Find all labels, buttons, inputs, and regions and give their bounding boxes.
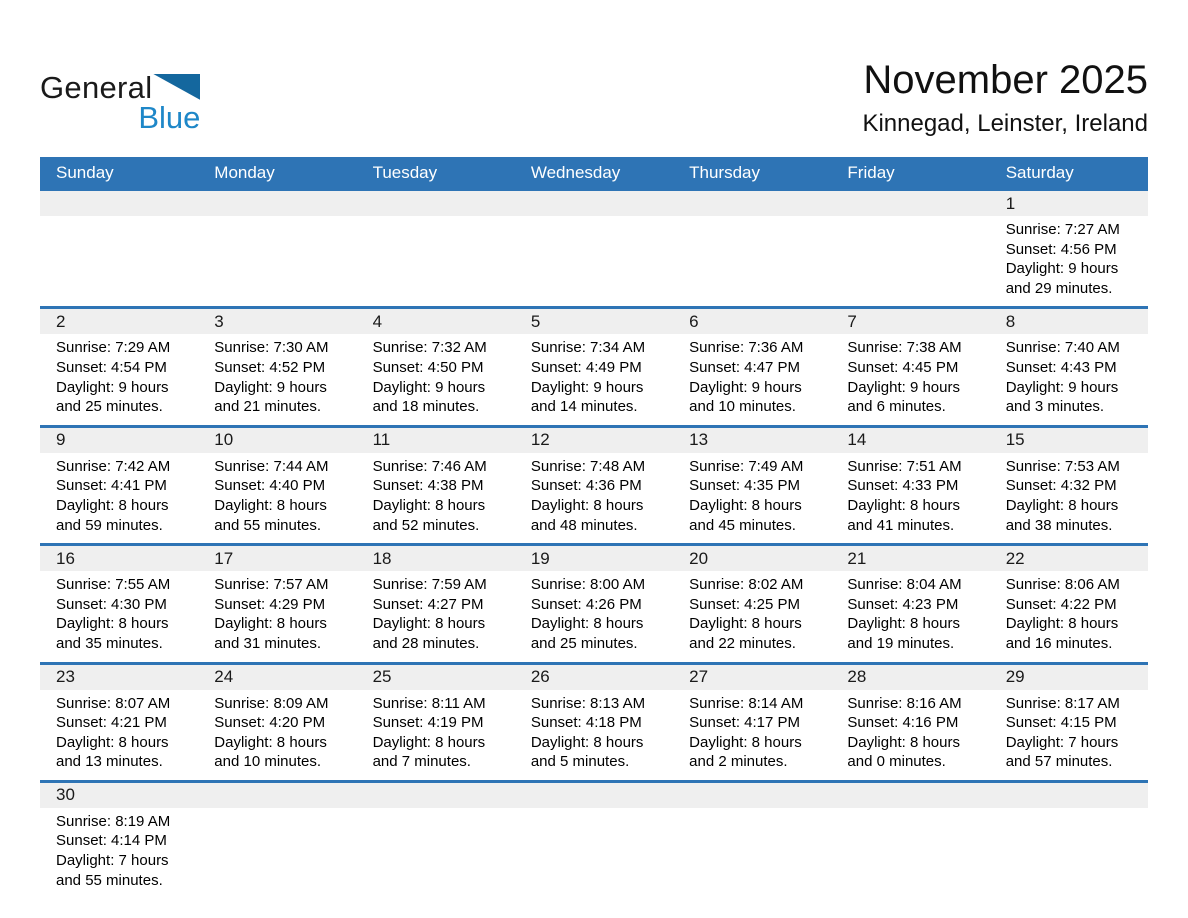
day-number-band [40, 546, 198, 571]
day-number-band [673, 191, 831, 216]
logo-text-general: General [40, 70, 153, 105]
day-cell-body [990, 571, 1148, 661]
day-number-band [831, 783, 989, 808]
day-cell-body [357, 690, 515, 780]
sunset-text: Sunset: 4:30 PM [56, 595, 167, 613]
daylight-text: Daylight: 9 hours and 21 minutes. [214, 378, 327, 416]
day-cell-body [673, 571, 831, 661]
day-number: 20 [689, 548, 709, 568]
day-cell-body [515, 453, 673, 543]
day-cell-body [673, 808, 831, 820]
day-number-band [40, 309, 198, 334]
sunset-text: Sunset: 4:14 PM [56, 832, 167, 850]
sunrise-text: Sunrise: 7:36 AM [689, 339, 804, 357]
page-header [40, 0, 1148, 157]
day-cell-body [673, 334, 831, 424]
sunset-text: Sunset: 4:26 PM [530, 595, 642, 613]
day-number: 8 [1005, 311, 1016, 331]
day-cell [831, 191, 989, 306]
day-number-band [40, 191, 198, 216]
day-cell-body [990, 808, 1148, 820]
day-cell [40, 309, 198, 424]
day-cell [40, 428, 198, 543]
day-cell-body [990, 453, 1148, 543]
day-cell-body [515, 690, 673, 780]
daylight-text: Daylight: 9 hours and 14 minutes. [530, 378, 644, 416]
day-cell [990, 546, 1148, 661]
sunset-text: Sunset: 4:23 PM [847, 595, 959, 613]
daylight-text: Daylight: 8 hours and 52 minutes. [372, 496, 486, 534]
day-cell [515, 428, 673, 543]
week-row [40, 543, 1148, 661]
day-cell [40, 191, 198, 306]
sunrise-text: Sunrise: 8:19 AM [56, 812, 171, 830]
weekday-header-saturday: Saturday [1005, 162, 1074, 182]
sunset-text: Sunset: 4:29 PM [214, 595, 326, 613]
day-number-band [515, 191, 673, 216]
daylight-text: Daylight: 8 hours and 45 minutes. [689, 496, 802, 534]
daylight-text: Daylight: 8 hours and 41 minutes. [847, 496, 960, 534]
day-cell-body [198, 571, 356, 661]
day-number-band [831, 309, 989, 334]
day-cell-body [40, 216, 198, 228]
day-number: 11 [372, 430, 391, 450]
sunset-text: Sunset: 4:16 PM [847, 714, 959, 732]
day-number: 2 [56, 311, 66, 331]
day-number-band [990, 428, 1148, 453]
day-cell-body [831, 690, 989, 780]
day-cell [198, 783, 356, 898]
day-cell-body [831, 216, 989, 228]
day-number-band [515, 309, 673, 334]
day-cell [357, 191, 515, 306]
sunset-text: Sunset: 4:49 PM [530, 358, 642, 376]
day-number-band [831, 428, 989, 453]
day-number: 10 [214, 430, 234, 450]
day-cell [990, 783, 1148, 898]
daylight-text: Daylight: 9 hours and 18 minutes. [372, 378, 486, 416]
sunrise-text: Sunrise: 7:53 AM [1005, 457, 1120, 475]
daylight-text: Daylight: 8 hours and 22 minutes. [689, 615, 802, 652]
day-number-band [990, 783, 1148, 808]
sunrise-text: Sunrise: 7:40 AM [1005, 339, 1120, 357]
day-cell-body [198, 216, 356, 228]
daylight-text: Daylight: 8 hours and 0 minutes. [847, 733, 960, 771]
day-cell [831, 665, 989, 780]
day-cell [990, 191, 1148, 306]
day-number-band [40, 783, 198, 808]
day-number-band [40, 428, 198, 453]
day-cell [515, 665, 673, 780]
day-cell [831, 783, 989, 898]
daylight-text: Daylight: 8 hours and 38 minutes. [1005, 496, 1119, 534]
sunset-text: Sunset: 4:35 PM [689, 477, 801, 495]
day-number-band [198, 309, 356, 334]
day-cell-body [357, 216, 515, 228]
weeks-container [40, 188, 1148, 898]
daylight-text: Daylight: 9 hours and 10 minutes. [689, 378, 802, 416]
sunrise-text: Sunrise: 7:57 AM [214, 576, 329, 594]
page-title: November 2025 [863, 58, 1148, 102]
day-cell-body [40, 571, 198, 661]
sunset-text: Sunset: 4:54 PM [56, 358, 167, 376]
day-number: 21 [847, 548, 867, 568]
day-number: 24 [214, 667, 234, 686]
daylight-text: Daylight: 8 hours and 10 minutes. [214, 733, 327, 771]
sunrise-text: Sunrise: 7:44 AM [214, 457, 329, 475]
daylight-text: Daylight: 8 hours and 7 minutes. [372, 733, 486, 771]
day-cell-body [198, 808, 356, 820]
day-cell [357, 665, 515, 780]
daylight-text: Daylight: 7 hours and 55 minutes. [56, 852, 169, 889]
day-number-band [357, 783, 515, 808]
day-cell [198, 665, 356, 780]
day-cell-body [831, 453, 989, 543]
day-cell-body [357, 453, 515, 543]
daylight-text: Daylight: 8 hours and 13 minutes. [56, 733, 169, 771]
day-number-band [198, 546, 356, 571]
sunrise-text: Sunrise: 7:48 AM [530, 457, 646, 475]
sunset-text: Sunset: 4:15 PM [1005, 714, 1117, 732]
logo-text-blue: Blue [138, 100, 201, 135]
day-cell-body [198, 334, 356, 424]
day-number-band [198, 428, 356, 453]
sunset-text: Sunset: 4:43 PM [1005, 358, 1117, 376]
sunset-text: Sunset: 4:19 PM [372, 714, 484, 732]
day-number-band [673, 428, 831, 453]
logo-top-row [40, 72, 200, 103]
week-row [40, 662, 1148, 780]
sunset-text: Sunset: 4:17 PM [689, 714, 801, 732]
day-cell [831, 428, 989, 543]
sunrise-text: Sunrise: 8:11 AM [372, 694, 486, 712]
day-number: 7 [847, 311, 857, 331]
sunrise-text: Sunrise: 8:07 AM [56, 694, 171, 712]
day-cell [198, 546, 356, 661]
daylight-text: Daylight: 8 hours and 25 minutes. [530, 615, 644, 652]
day-cell [198, 309, 356, 424]
day-number: 4 [372, 311, 383, 331]
day-number: 15 [1005, 430, 1025, 450]
day-cell [990, 309, 1148, 424]
day-cell [990, 428, 1148, 543]
weekday-header-friday: Friday [847, 162, 895, 182]
day-number: 5 [530, 311, 541, 331]
day-number-band [673, 309, 831, 334]
sunrise-text: Sunrise: 7:59 AM [372, 576, 487, 594]
sunset-text: Sunset: 4:36 PM [530, 477, 642, 495]
sunrise-text: Sunrise: 8:16 AM [847, 694, 962, 712]
day-cell-body [673, 690, 831, 780]
day-cell [357, 783, 515, 898]
sunrise-text: Sunrise: 8:14 AM [689, 694, 804, 712]
day-number: 6 [689, 311, 699, 331]
title-block [862, 58, 1148, 138]
day-number-band [673, 665, 831, 690]
day-number-band [831, 191, 989, 216]
day-cell-body [357, 571, 515, 661]
day-number-band [673, 783, 831, 808]
sunrise-text: Sunrise: 7:42 AM [56, 457, 171, 475]
sunset-text: Sunset: 4:47 PM [689, 358, 801, 376]
day-cell-body [831, 808, 989, 820]
day-number: 3 [214, 311, 224, 331]
day-cell-body [198, 453, 356, 543]
daylight-text: Daylight: 8 hours and 55 minutes. [214, 496, 327, 534]
weekday-header-monday: Monday [214, 162, 275, 182]
day-cell-body [990, 216, 1148, 306]
sunrise-text: Sunrise: 7:46 AM [372, 457, 487, 475]
day-cell-body [357, 334, 515, 424]
day-number: 13 [689, 430, 709, 450]
sunrise-text: Sunrise: 8:02 AM [689, 576, 804, 594]
day-number-band [515, 665, 673, 690]
day-number-band [357, 191, 515, 216]
day-number: 26 [530, 667, 550, 686]
daylight-text: Daylight: 9 hours and 6 minutes. [847, 378, 960, 416]
weekday-header-tuesday: Tuesday [372, 162, 438, 182]
week-row [40, 425, 1148, 543]
day-cell [673, 191, 831, 306]
sunrise-text: Sunrise: 7:38 AM [847, 339, 962, 357]
daylight-text: Daylight: 8 hours and 2 minutes. [689, 733, 802, 771]
day-number: 14 [847, 430, 867, 450]
day-cell [831, 546, 989, 661]
day-number-band [357, 546, 515, 571]
sunset-text: Sunset: 4:32 PM [1005, 477, 1117, 495]
sunrise-text: Sunrise: 7:55 AM [56, 576, 171, 594]
day-number-band [198, 783, 356, 808]
day-cell [515, 783, 673, 898]
daylight-text: Daylight: 7 hours and 57 minutes. [1005, 733, 1119, 771]
weekday-header-sunday: Sunday [56, 162, 114, 182]
daylight-text: Daylight: 8 hours and 5 minutes. [530, 733, 644, 771]
general-blue-logo [40, 72, 200, 133]
day-number: 1 [1005, 193, 1016, 213]
day-cell [40, 783, 198, 898]
day-cell-body [515, 334, 673, 424]
daylight-text: Daylight: 8 hours and 48 minutes. [530, 496, 644, 534]
day-cell-body [357, 808, 515, 820]
day-cell [357, 428, 515, 543]
day-cell-body [515, 216, 673, 228]
day-number-band [990, 309, 1148, 334]
sunrise-text: Sunrise: 7:29 AM [56, 339, 171, 357]
sunrise-text: Sunrise: 7:32 AM [372, 339, 487, 357]
day-cell [990, 665, 1148, 780]
daylight-text: Daylight: 9 hours and 3 minutes. [1005, 378, 1119, 416]
sunrise-text: Sunrise: 7:30 AM [214, 339, 329, 357]
day-number-band [515, 546, 673, 571]
sunrise-text: Sunrise: 8:13 AM [530, 694, 646, 712]
day-cell-body [673, 453, 831, 543]
daylight-text: Daylight: 8 hours and 31 minutes. [214, 615, 327, 652]
sunrise-text: Sunrise: 8:06 AM [1005, 576, 1120, 594]
day-cell-body [831, 571, 989, 661]
day-cell [673, 546, 831, 661]
sunset-text: Sunset: 4:22 PM [1005, 595, 1117, 613]
day-number-band [198, 665, 356, 690]
sunrise-text: Sunrise: 7:34 AM [530, 339, 646, 357]
daylight-text: Daylight: 8 hours and 16 minutes. [1005, 615, 1119, 652]
day-number: 28 [847, 667, 867, 686]
sunrise-text: Sunrise: 7:27 AM [1005, 221, 1120, 238]
day-number-band [515, 428, 673, 453]
day-number-band [990, 191, 1148, 216]
sunrise-text: Sunrise: 8:04 AM [847, 576, 962, 594]
sunset-text: Sunset: 4:21 PM [56, 714, 167, 732]
sunset-text: Sunset: 4:25 PM [689, 595, 801, 613]
day-cell [515, 191, 673, 306]
sunset-text: Sunset: 4:20 PM [214, 714, 326, 732]
page-location: Kinnegad, Leinster, Ireland [862, 110, 1148, 137]
sunrise-text: Sunrise: 8:00 AM [530, 576, 646, 594]
day-cell-body [40, 334, 198, 424]
day-cell [673, 783, 831, 898]
week-row [40, 780, 1148, 898]
day-number: 22 [1005, 548, 1025, 568]
sunset-text: Sunset: 4:50 PM [372, 358, 484, 376]
day-number-band [198, 191, 356, 216]
sunset-text: Sunset: 4:27 PM [372, 595, 484, 613]
day-number: 23 [56, 667, 75, 686]
day-number: 18 [372, 548, 392, 568]
daylight-text: Daylight: 8 hours and 28 minutes. [372, 615, 486, 652]
sunrise-text: Sunrise: 8:17 AM [1005, 694, 1120, 712]
day-number: 25 [372, 667, 392, 686]
sunrise-text: Sunrise: 7:49 AM [689, 457, 804, 475]
day-number-band [40, 665, 198, 690]
daylight-text: Daylight: 8 hours and 19 minutes. [847, 615, 960, 652]
sunset-text: Sunset: 4:41 PM [56, 477, 167, 495]
day-cell [40, 546, 198, 661]
sunset-text: Sunset: 4:33 PM [847, 477, 959, 495]
day-number: 27 [689, 667, 709, 686]
day-cell-body [515, 808, 673, 820]
day-cell-body [40, 808, 198, 898]
day-cell-body [198, 690, 356, 780]
sunrise-text: Sunrise: 7:51 AM [847, 457, 962, 475]
weekday-header-row [40, 157, 1148, 188]
day-number: 29 [1005, 667, 1025, 686]
day-cell [198, 428, 356, 543]
day-cell [198, 191, 356, 306]
day-cell [40, 665, 198, 780]
day-cell-body [515, 571, 673, 661]
day-number-band [357, 428, 515, 453]
day-number: 16 [56, 548, 75, 568]
sunset-text: Sunset: 4:56 PM [1005, 240, 1117, 258]
day-cell-body [673, 216, 831, 228]
daylight-text: Daylight: 8 hours and 59 minutes. [56, 496, 169, 534]
day-number: 12 [530, 430, 550, 450]
day-number: 9 [56, 430, 66, 450]
day-cell-body [831, 334, 989, 424]
day-cell-body [40, 453, 198, 543]
day-cell [357, 309, 515, 424]
daylight-text: Daylight: 8 hours and 35 minutes. [56, 615, 169, 652]
logo-triangle-icon [153, 74, 200, 100]
day-cell [673, 428, 831, 543]
day-cell [673, 665, 831, 780]
day-cell [673, 309, 831, 424]
weekday-header-wednesday: Wednesday [530, 162, 621, 182]
day-cell [357, 546, 515, 661]
sunset-text: Sunset: 4:38 PM [372, 477, 484, 495]
week-row [40, 306, 1148, 424]
day-cell [515, 309, 673, 424]
day-number-band [515, 783, 673, 808]
sunset-text: Sunset: 4:52 PM [214, 358, 326, 376]
day-number: 19 [530, 548, 550, 568]
day-number-band [831, 546, 989, 571]
sunset-text: Sunset: 4:45 PM [847, 358, 959, 376]
day-number: 17 [214, 548, 234, 568]
sunset-text: Sunset: 4:18 PM [530, 714, 642, 732]
day-cell [831, 309, 989, 424]
day-cell [515, 546, 673, 661]
day-number-band [357, 309, 515, 334]
day-number-band [357, 665, 515, 690]
day-cell-body [40, 690, 198, 780]
week-row [40, 188, 1148, 306]
day-number: 30 [56, 785, 75, 805]
daylight-text: Daylight: 9 hours and 29 minutes. [1005, 260, 1119, 297]
day-number-band [831, 665, 989, 690]
sunset-text: Sunset: 4:40 PM [214, 477, 326, 495]
day-cell-body [990, 334, 1148, 424]
daylight-text: Daylight: 9 hours and 25 minutes. [56, 378, 169, 416]
sunrise-text: Sunrise: 8:09 AM [214, 694, 329, 712]
day-number-band [673, 546, 831, 571]
day-number-band [990, 665, 1148, 690]
weekday-header-thursday: Thursday [689, 162, 761, 182]
day-number-band [990, 546, 1148, 571]
day-cell-body [990, 690, 1148, 780]
